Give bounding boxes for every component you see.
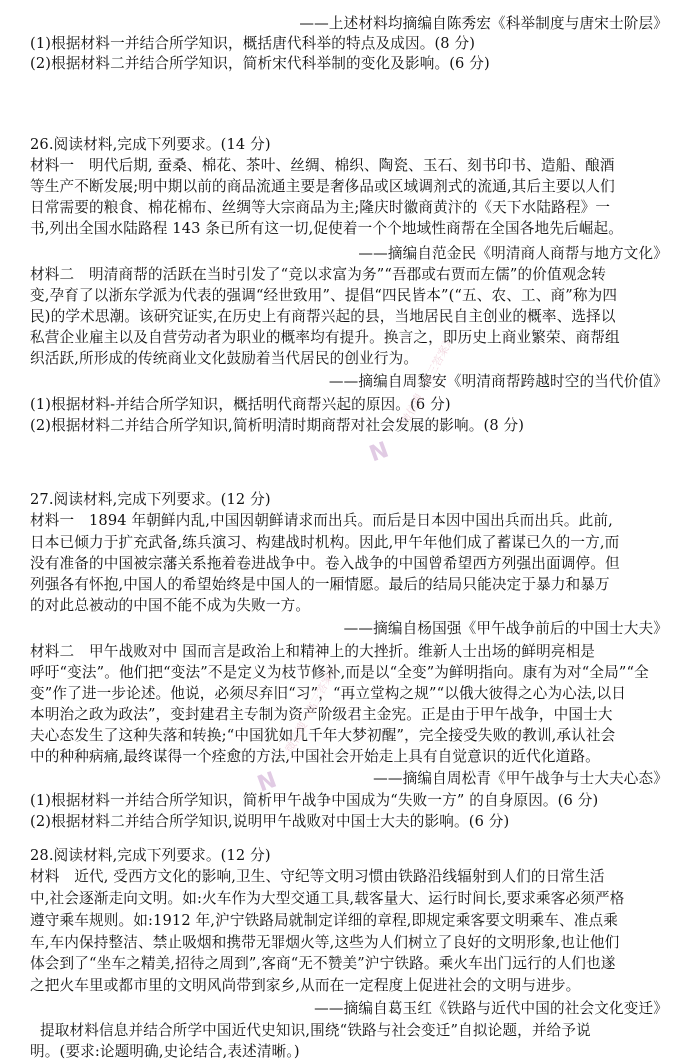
q27-m2-line: 材料二 甲午战败对中 国而言是政治上和精神上的大挫折。维新人士出场的鲜明亮相是 [30, 643, 596, 660]
q28-material-line: 中,社会逐渐走向文明。如:火车作为大型交通工具,载客量大、运行时间长,要求乘客必须严格 [30, 890, 625, 907]
q28-material-line: 之把火车里或都市里的文明风尚带到家乡,从而在一定程度上促进社会的文明与进步。 [30, 977, 581, 994]
q26-m2-line: 织活跃,所形成的传统商业文化鼓励着当代居民的创业行为。 [30, 350, 419, 367]
q26-title: 26.阅读材料,完成下列要求。(14 分) [30, 136, 271, 153]
q28-material-line: 体会到了“坐车之精美,招待之周到”,客商“无不赞美”沪宁铁路。乘火车出门远行的人们也遂 [30, 955, 616, 972]
q26-m2-source: ——摘编自周黎安《明清商帮跨越时空的当代价值》 [328, 373, 668, 390]
q26-m1-line: 书,列出全国水陆路程 143 条已所有这一切,促使着一个个地域性商帮在全国各地先后崛起。 [30, 220, 623, 237]
q28-material-line: 遵守乘车规则。如:1912 年,沪宁铁路局就制定详细的章程,即规定乘客要文明乘车、准点乘 [30, 912, 618, 929]
q25-question-1: (1)根据材料一并结合所学知识，概括唐代科举的特点及成因。(8 分) [30, 35, 476, 52]
q26-m1-line: 等生产不断发展;明中期以前的商品流通主要是奢侈品或区域调剂式的流通,其后主要以人们 [30, 178, 615, 195]
q26-m2-line: 民)的学术思潮。该研究证实,在历史上有商帮兴起的县，当地居民自主创业的概率、选择以 [30, 308, 616, 325]
q27-m1-line: 日本已倾力于扩充武备,练兵演习、构建战时机构。因此,甲午年他们成了蓄谋已久的一方,而 [30, 534, 620, 551]
q27-m1-line: 列强各有怀抱,中国人的希望始终是中国人的一厢情愿。最后的结局只能决定于暴力和暴万 [30, 576, 610, 593]
q27-m1-line: 材料一 1894 年朝鲜内乱,中国因朝鲜请求而出兵。而后是日本因中国出兵而出兵。此前, [30, 512, 613, 529]
q28-material-line: 车,车内保持整洁、禁止吸烟和携带无罪烟火等,这些为人们树立了良好的文明形象,也让他们 [30, 934, 620, 951]
q27-m2-source: ——摘编自周松青《甲午战争与士大夫心态》 [373, 770, 668, 787]
q27-m2-line: 夫心态发生了这种失落和转换;“中国犹如几千年大梦初醒”，完全接受失败的教训,承认社会 [30, 727, 616, 744]
q26-m2-line: 材料二 明清商帮的活跃在当时引发了“竞以求富为务”“吾郡或右贾而左儒”的价值观念转 [30, 266, 606, 283]
q26-m2-line: 私营企业雇主以及自营劳动者为职业的概率均有提升。换言之，即历史上商业繁荣、商帮组 [30, 329, 620, 346]
q26-question-1: (1)根据材料-并结合所学知识，概括明代商帮兴起的原因。(6 分) [30, 396, 451, 413]
q26-m1-source: ——摘编自范金民《明清商人商帮与地方文化》 [358, 245, 668, 262]
q28-task-line: 明。(要求:论题明确,史论结合,表述清晰。) [30, 1043, 300, 1060]
q28-task-line: 提取材料信息并结合所学中国近代史知识,围绕“铁路与社会变迁”自拟论题，并给予说 [40, 1022, 591, 1039]
q27-m2-line: 中的种种病痛,最终谋得一个痊愈的方法,中国社会开始走上具有自觉意识的近代化道路。 [30, 748, 600, 765]
q27-title: 27.阅读材料,完成下列要求。(12 分) [30, 491, 271, 508]
watermark-logo: N [366, 437, 393, 468]
q26-m2-line: 变,孕育了以浙东学派为代表的强调“经世致用”、提倡“四民皆本”(“五、农、工、商”称为四 [30, 287, 618, 304]
q28-source: ——摘编自葛玉红《铁路与近代中国的社会文化变迁》 [314, 1000, 668, 1017]
q27-m1-source: ——摘编自杨国强《甲午战争前后的中国士大夫》 [343, 620, 668, 637]
q25-source: ——上述材料均摘编自陈秀宏《科举制度与唐宋士阶层》 [299, 15, 668, 32]
q27-m1-line: 的对此总被动的中国不能不成为失败一方。 [30, 597, 311, 614]
q27-question-1: (1)根据材料一并结合所学知识，简析甲午战争中国成为“失败一方” 的自身原因。(6 分) [30, 792, 599, 809]
q26-m1-line: 日常需要的粮食、棉花棉布、丝绸等大宗商品为主;隆庆时徽商黄汴的《天下水陆路程》一 [30, 199, 611, 216]
q26-question-2: (2)根据材料二并结合所学知识,简析明清时期商帮对社会发展的影响。(8 分) [30, 417, 525, 434]
q27-m2-line: 变”作了进一步论述。他说，必须尽弃旧“习”，“再立堂构之规”“以俄大彼得之心为心法,以日 [30, 685, 626, 702]
watermark-text: 微信搜《高三答案》 [282, 661, 341, 755]
watermark-text: 微信搜《高三答案》 [398, 333, 457, 427]
q27-m2-line: 本明治之政为政法”，变封建君主专制为资产阶级君主金宪。正是由于甲午战争，中国士大 [30, 706, 613, 723]
q25-question-2: (2)根据材料二并结合所学知识，简析宋代科举制的变化及影响。(6 分) [30, 55, 490, 72]
q27-question-2: (2)根据材料二并结合所学知识,说明甲午战败对中国士大夫的影响。(6 分) [30, 813, 510, 830]
q27-m1-line: 没有准备的中国被宗藩关系拖着卷进战争中。卷入战争的中国曾希望西方列强出面调停。但 [30, 555, 620, 572]
watermark-logo: N [254, 767, 281, 798]
q27-m2-line: 呼吁“变法”。他们把“变法”不是定义为枝节修补,而是以“全变”为鲜明指向。康有为对“全局”“全 [30, 664, 649, 681]
q28-material-line: 材料 近代, 受西方文化的影响,卫生、守纪等文明习惯由铁路沿线辐射到人们的日常生活 [30, 868, 605, 885]
q28-title: 28.阅读材料,完成下列要求。(12 分) [30, 847, 271, 864]
q26-m1-line: 材料一 明代后期, 蚕桑、棉花、茶叶、丝绸、棉织、陶瓷、玉石、刻书印书、造船、酿酒 [30, 157, 615, 174]
